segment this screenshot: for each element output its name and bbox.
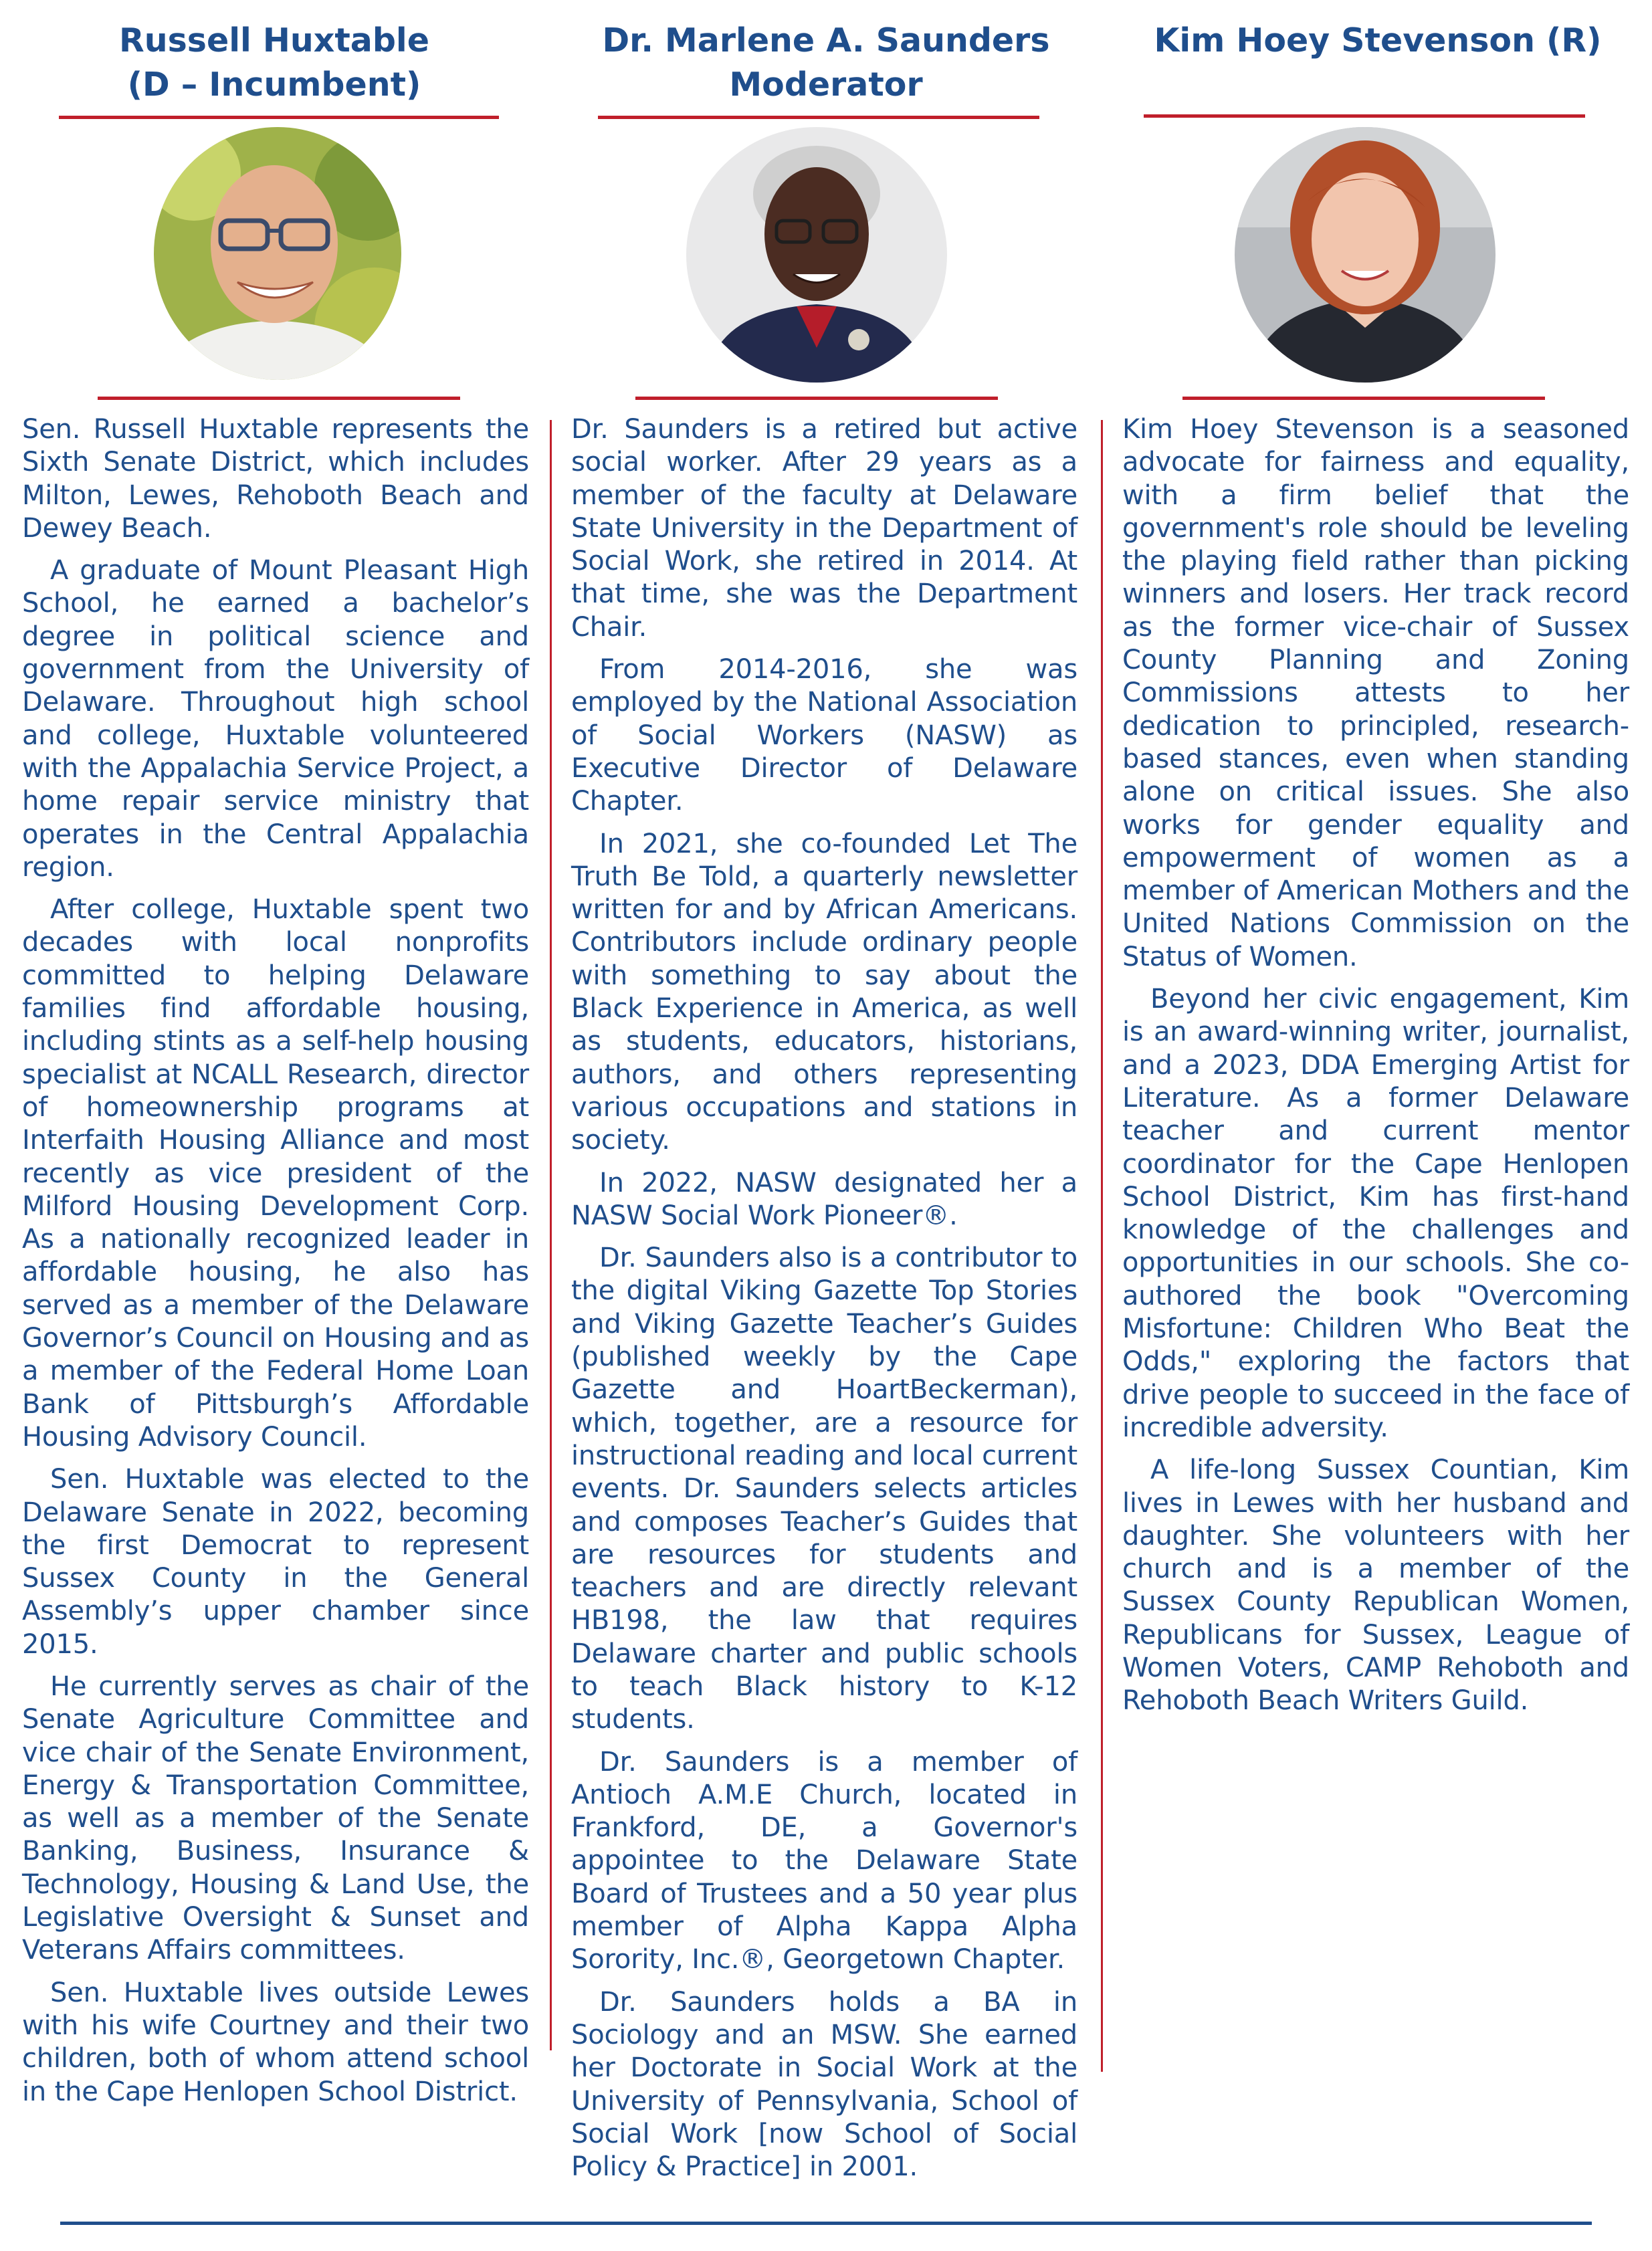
column-divider (1101, 420, 1103, 2072)
name-line-1: Dr. Marlene A. Saunders (602, 21, 1050, 60)
header-rule-top (59, 116, 499, 119)
column-divider (550, 420, 552, 2050)
bio-paragraph: In 2022, NASW designated her a NASW Social Work Pioneer®. (571, 1167, 1077, 1231)
name-line-1: Russell Huxtable (119, 21, 429, 60)
candidate-name (0, 19, 548, 107)
bio-paragraph: A life-long Sussex Countian, Kim lives in Lewes with her husband and daughter. She volunteers with her church and is a member of the Sussex County Republican Women, Republicans for Sussex, League of Women Voters, CAMP Rehoboth and Rehoboth Beach Writers Guild. (1122, 1455, 1629, 1717)
candidate-name (1104, 19, 1652, 63)
bio-paragraph: A graduate of Mount Pleasant High School, he earned a bachelor’s degree in political science and government from the University of Delaware. Throughout high school and college, Huxtable volunteered with the Appalachia Service Project, a home repair service ministry that operates in the Central Appalachia region. (22, 555, 529, 883)
bio-paragraph: Dr. Saunders holds a BA in Sociology and an MSW. She earned her Doctorate in Social Work at the University of Pennsylvania, School of Social Work [now School of Social Policy & Practice] in 2001. (571, 1986, 1077, 2183)
name-line-2: (D – Incumbent) (127, 66, 421, 104)
header-rule-top (598, 116, 1039, 119)
header-rule-bottom (635, 397, 998, 400)
name-line-1: Kim Hoey Stevenson (R) (1154, 21, 1602, 60)
bio-paragraph: Dr. Saunders also is a contributor to the digital Viking Gazette Top Stories and Viking Gazette Teacher’s Guides (published weekly by the Cape Gazette and HoartBeckerman), which, together, are a resource for instructional reading and local current events. Dr. Saunders selects articles and composes Teacher’s Guides that are resources for students and teachers and are directly relevant HB198, the law that requires Delaware charter and public schools to teach Black history to K-12 students. (571, 1243, 1077, 1735)
bio-paragraph: Sen. Huxtable lives outside Lewes with his wife Courtney and their two children, both of whom attend school in the Cape Henlopen School District. (22, 1977, 529, 2107)
footer-rule (60, 2222, 1592, 2225)
name-line-2: Moderator (729, 66, 923, 104)
portrait-woman-gray-hair-glasses-icon (686, 127, 947, 383)
bio-paragraph: Dr. Saunders is a member of Antioch A.M.E Church, located in Frankford, DE, a Governor's appointee to the Delaware State Board of Trustees and a 50 year plus member of Alpha Kappa Alpha Sorority, Inc.®, Georgetown Chapter. (571, 1746, 1077, 1975)
bio-paragraph: In 2021, she co-founded Let The Truth Be Told, a quarterly newsletter written for and by African Americans. Contributors include ordinary people with something to say about the Black Experience in America, as well as students, educators, historians, authors, and others representing various occupations and stations in society. (571, 828, 1077, 1156)
header-rule-bottom (98, 397, 460, 400)
bio-paragraph: He currently serves as chair of the Senate Agriculture Committee and vice chair of the Senate Environment, Energy & Transportation Committee, as well as a member of the Senate Banking, Business, Insurance & Technology, Housing & Land Use, the Legislative Oversight & Sunset and Veterans Affairs committees. (22, 1671, 529, 1966)
header-rule-top (1144, 114, 1585, 118)
bio-paragraph: From 2014-2016, she was employed by the National Association of Social Workers (NASW) as Executive Director of Delaware Chapter. (571, 654, 1077, 817)
bio-paragraph: Beyond her civic engagement, Kim is an award-winning writer, journalist, and a 2023, DDA Emerging Artist for Literature. As a former Delaware teacher and current mentor coordinator for the Cape Henlopen School District, Kim has first-hand knowledge of the challenges and opportunities in our schools. She co-authored the book "Overcoming Misfortune: Children Who Beat the Odds," exploring the factors that drive people to succeed in the face of incredible adversity. (1122, 984, 1629, 1443)
portrait-bald-man-glasses-icon (154, 127, 401, 380)
header-rule-bottom (1182, 397, 1545, 400)
portrait-woman-auburn-hair-icon (1235, 127, 1495, 383)
bio-paragraph: Sen. Huxtable was elected to the Delaware Senate in 2022, becoming the first Democrat to represent Sussex County in the General Assembly’s upper chamber since 2015. (22, 1464, 529, 1660)
bio-paragraph: After college, Huxtable spent two decades with local nonprofits committed to helping Delaware families find affordable housing, including stints as a self-help housing specialist at NCALL Research, director of homeownership programs at Interfaith Housing Alliance and most recently as vice president of the Milford Housing Development Corp. As a nationally recognized leader in affordable housing, he also has served as a member of the Delaware Governor’s Council on Housing and as a member of the Federal Home Loan Bank of Pittsburgh’s Affordable Housing Advisory Council. (22, 894, 529, 1453)
bio-paragraph: Kim Hoey Stevenson is a seasoned advocate for fairness and equality, with a firm belief that the government's role should be leveling the playing field rather than picking winners and losers. Her track record as the former vice-chair of Sussex County Planning and Zoning Commissions attests to her dedication to principled, research-based stances, even when standing alone on critical issues. She also works for gender equality and empowerment of women as a member of American Mothers and the United Nations Commission on the Status of Women. (1122, 414, 1629, 972)
bio-paragraph: Sen. Russell Huxtable represents the Sixth Senate District, which includes Milton, Lewes, Rehoboth Beach and Dewey Beach. (22, 414, 529, 544)
candidate-bio (22, 413, 529, 2118)
candidate-bio (1122, 413, 1629, 1727)
moderator-bio (571, 413, 1077, 2193)
bio-paragraph: Dr. Saunders is a retired but active social worker. After 29 years as a member of the faculty at Delaware State University in the Department of Social Work, she retired in 2014. At that time, she was the Department Chair. (571, 414, 1077, 643)
moderator-name (551, 19, 1101, 107)
